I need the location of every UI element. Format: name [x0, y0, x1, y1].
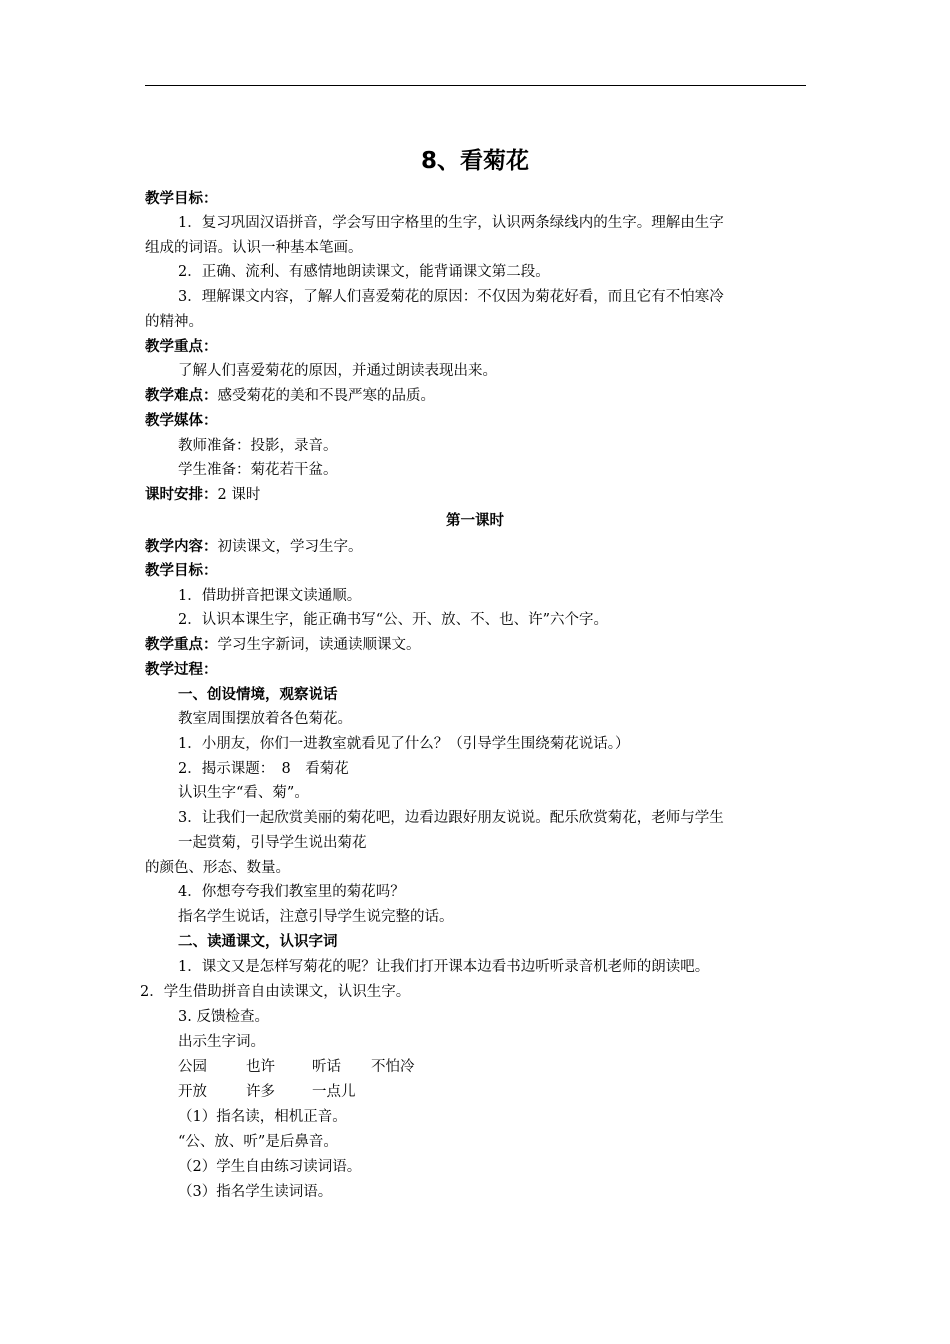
section1-line: 教室周围摆放着各色菊花。: [178, 711, 352, 727]
lesson-focus-text: 学习生字新词，读通读顺课文。: [217, 637, 421, 653]
content-line: [145, 535, 807, 559]
section1-line: 一起赏菊，引导学生说出菊花: [178, 835, 367, 851]
process-label: 教学过程：: [145, 662, 218, 678]
schedule-line: [145, 483, 807, 507]
word-row: [178, 1080, 806, 1104]
section2-heading: 二、读通课文，认识字词: [178, 934, 338, 950]
difficulty-label: 教学难点：: [145, 388, 218, 404]
schedule-text: 2 课时: [217, 487, 261, 503]
word-item: 许多: [246, 1084, 275, 1100]
content-label: 教学内容：: [145, 539, 218, 555]
section2-line: 3. 反馈检查。: [178, 1009, 269, 1025]
goals-label: 教学目标：: [145, 191, 218, 207]
word-item: 开放: [178, 1084, 207, 1100]
section1-line: 3．让我们一起欣赏美丽的菊花吧，边看边跟好朋友说说。配乐欣赏菊花，老师与学生: [178, 810, 724, 826]
lesson-goal-line: 2．认识本课生字，能正确书写“公、开、放、不、也、许”六个字。: [178, 612, 609, 628]
goal-line: 1．复习巩固汉语拼音，学会写田字格里的生字，认识两条绿线内的生字。理解由生字: [178, 215, 724, 231]
lesson-heading: 第一课时: [446, 513, 504, 529]
media-teacher: 教师准备：投影，录音。: [178, 438, 338, 454]
section1-line: 指名学生说话，注意引导学生说完整的话。: [178, 909, 454, 925]
section1-line: 的颜色、形态、数量。: [145, 860, 290, 876]
lesson-goal-line: 1．借助拼音把课文读通顺。: [178, 588, 362, 604]
page-title: 8、看菊花: [420, 148, 529, 174]
goal-line: 的精神。: [145, 314, 203, 330]
section2-after-line: “公、放、听”是后鼻音。: [178, 1134, 338, 1150]
media-label: 教学媒体：: [145, 413, 218, 429]
section2-line: 1．课文又是怎样写菊花的呢？让我们打开课本边看书边听听录音机老师的朗读吧。: [178, 959, 710, 975]
difficulty-text: 感受菊花的美和不畏严寒的品质。: [217, 388, 435, 404]
header-rule: [145, 85, 806, 86]
difficulty-line: [145, 384, 807, 408]
section2-after-line: （2）学生自由练习读词语。: [178, 1159, 362, 1175]
section2-line: 2．学生借助拼音自由读课文，认识生字。: [140, 984, 411, 1000]
word-item: 一点儿: [312, 1084, 356, 1100]
goal-line: 3．理解课文内容，了解人们喜爱菊花的原因：不仅因为菊花好看，而且它有不怕寒冷: [178, 289, 724, 305]
lesson-goals-label: 教学目标：: [145, 563, 218, 579]
lesson-focus-label: 教学重点：: [145, 637, 218, 653]
section2-after-line: （1）指名读，相机正音。: [178, 1109, 347, 1125]
lesson-focus-line: [145, 633, 807, 657]
section1-line: 2．揭示课题： 8 看菊花: [178, 761, 349, 777]
media-student: 学生准备：菊花若干盆。: [178, 462, 338, 478]
schedule-label: 课时安排：: [145, 487, 218, 503]
focus-label: 教学重点：: [145, 339, 218, 355]
section1-line: 认识生字“看、菊”。: [178, 785, 309, 801]
word-item: 听话: [312, 1059, 341, 1075]
word-item: 也许: [246, 1059, 275, 1075]
goal-line: 2．正确、流利、有感情地朗读课文，能背诵课文第二段。: [178, 264, 550, 280]
section1-heading: 一、创设情境，观察说话: [178, 687, 338, 703]
word-item: 公园: [178, 1059, 207, 1075]
section1-line: 4．你想夸夸我们教室里的菊花吗？: [178, 884, 405, 900]
content-text: 初读课文，学习生字。: [217, 539, 363, 555]
focus-text: 了解人们喜爱菊花的原因，并通过朗读表现出来。: [178, 363, 497, 379]
section2-line: 出示生字词。: [178, 1034, 265, 1050]
goal-line: 组成的词语。认识一种基本笔画。: [145, 240, 363, 256]
word-item: 不怕冷: [371, 1059, 415, 1075]
section2-after-line: （3）指名学生读词语。: [178, 1184, 333, 1200]
section1-line: 1．小朋友，你们一进教室就看见了什么？（引导学生围绕菊花说话。）: [178, 736, 630, 752]
word-row: [178, 1055, 806, 1079]
